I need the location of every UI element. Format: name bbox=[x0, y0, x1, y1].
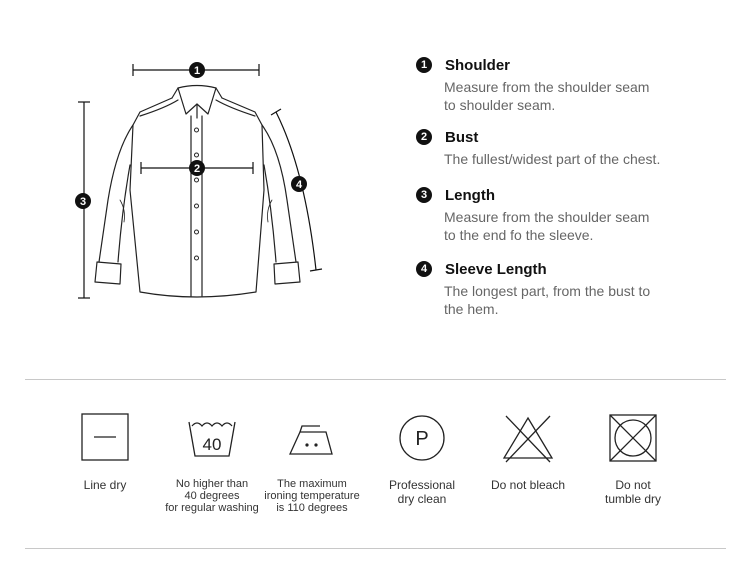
care-line-dry bbox=[50, 412, 160, 492]
measurement-title: Sleeve Length bbox=[445, 260, 547, 278]
wash-40-icon bbox=[186, 412, 238, 464]
care-dry-clean bbox=[367, 412, 477, 506]
wash-temperature: 40 bbox=[202, 435, 222, 454]
measurement-description: The fullest/widest part of the chest. bbox=[444, 151, 661, 167]
measurement-title: Bust bbox=[445, 128, 479, 146]
dry-clean-icon bbox=[396, 412, 448, 464]
measurement-shoulder bbox=[416, 55, 716, 114]
care-label: Do not bleach bbox=[490, 478, 566, 492]
measurement-description: Measure from the shoulder seam to the end fo the sleeve. bbox=[444, 209, 650, 243]
measurement-bust bbox=[416, 127, 716, 168]
measurement-description: The longest part, from the bust to the hem. bbox=[444, 283, 651, 317]
care-label: Do not tumble dry bbox=[604, 478, 662, 506]
measurement-length bbox=[416, 185, 716, 244]
measurement-title: Length bbox=[445, 186, 495, 204]
line-dry-icon bbox=[80, 412, 130, 464]
shirt-measurement-diagram bbox=[60, 50, 350, 310]
number-badge: 1 bbox=[416, 57, 432, 73]
divider-bottom bbox=[25, 548, 726, 549]
care-no-bleach bbox=[473, 412, 583, 492]
care-label: No higher than 40 degrees for regular washing bbox=[165, 478, 259, 514]
care-no-tumble-dry bbox=[578, 412, 688, 506]
measurement-description: Measure from the shoulder seam to shoulder seam. bbox=[444, 79, 650, 113]
care-label: Professional dry clean bbox=[388, 478, 456, 506]
care-label: Line dry bbox=[83, 478, 127, 492]
no-bleach-icon bbox=[500, 412, 556, 464]
measurement-sleeve-length bbox=[416, 259, 716, 318]
marker-4: 4 bbox=[295, 179, 303, 191]
iron-icon bbox=[286, 412, 338, 464]
number-badge: 3 bbox=[416, 187, 432, 203]
care-wash-40 bbox=[157, 412, 267, 514]
care-iron bbox=[257, 412, 367, 514]
number-badge: 2 bbox=[416, 129, 432, 145]
number-badge: 4 bbox=[416, 261, 432, 277]
divider-top bbox=[25, 379, 726, 380]
no-tumble-dry-icon bbox=[607, 412, 659, 464]
marker-2: 2 bbox=[193, 163, 201, 175]
care-label: The maximum ironing temperature is 110 degrees bbox=[264, 478, 360, 514]
marker-3: 3 bbox=[79, 196, 87, 208]
measurement-title: Shoulder bbox=[445, 56, 511, 74]
marker-1: 1 bbox=[193, 65, 201, 77]
dry-clean-letter: P bbox=[415, 428, 429, 450]
